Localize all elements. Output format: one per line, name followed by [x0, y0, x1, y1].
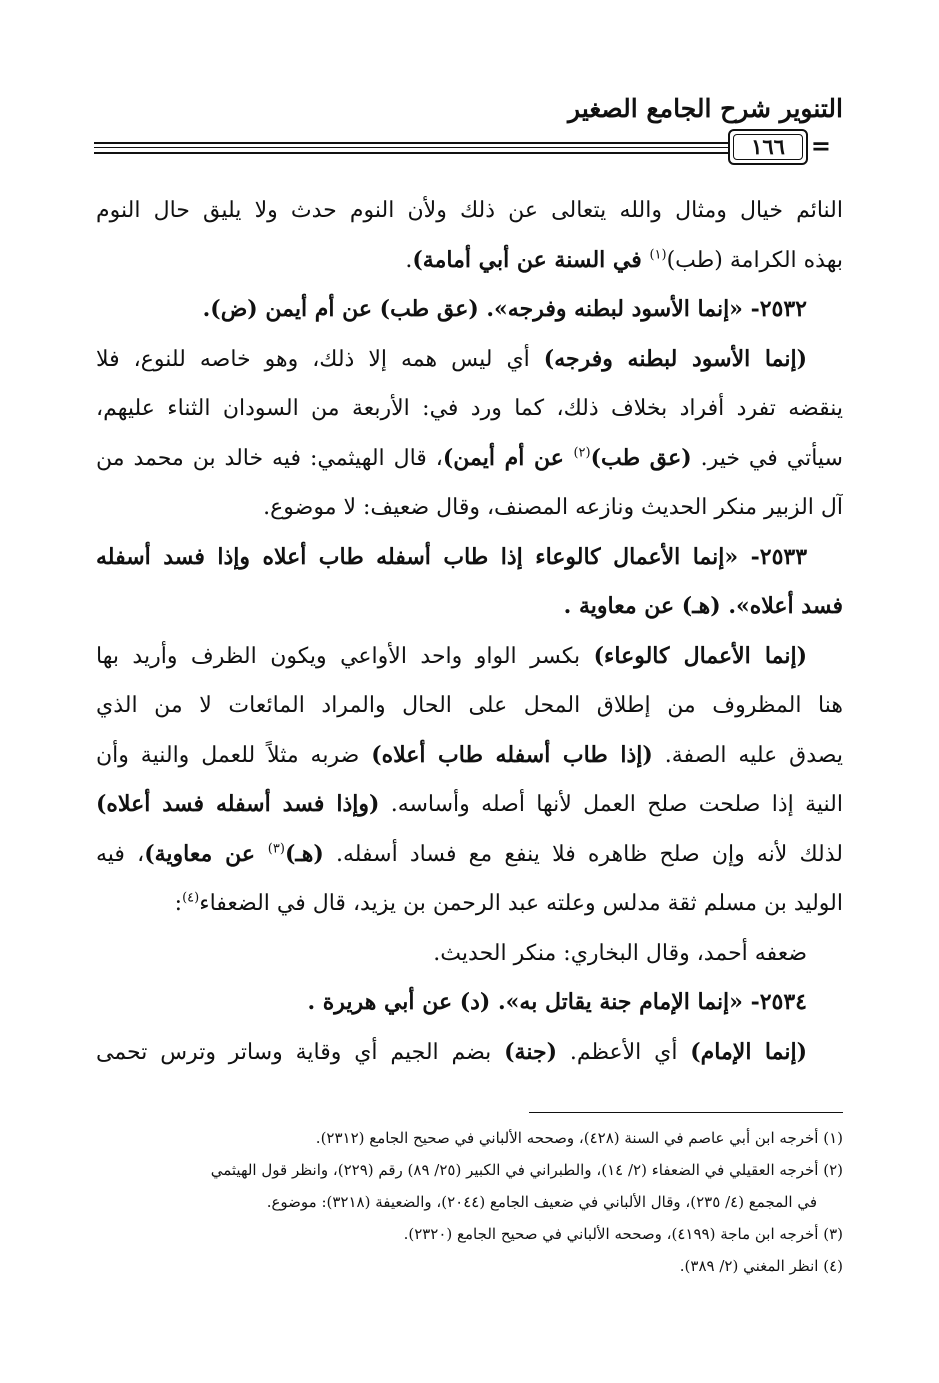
- header-rule: [94, 152, 739, 154]
- footnote-2: (٢) أخرجه العقيلي في الضعفاء (٢/ ١٤)، والطبراني في الكبير (٢٥/ ٨٩) رقم (٢٢٩)، وانظر قول الهيثمي: [210, 1161, 843, 1179]
- hadith-text: «إنما الأعمال كالوعاء إذا طاب أسفله طاب أعلاه وإذا فسد أسفله: [96, 543, 739, 570]
- page-number: ١٦٦: [728, 129, 808, 165]
- footnotes: [96, 1122, 843, 1282]
- footnote-ref: (٤): [182, 890, 200, 906]
- text-line: (إنما الأعمال كالوعاء) بكسر الواو واحد الأواعي ويكون الظرف وأريد بها: [96, 642, 807, 669]
- hadith-number: ٢٥٣٤-: [742, 989, 807, 1015]
- main-text: [96, 186, 843, 1077]
- text-line: فسد أعلاه». (هـ) عن معاوية .: [563, 593, 843, 619]
- text-line: ضعفه أحمد، وقال البخاري: منكر الحديث.: [433, 940, 807, 966]
- running-title: التنوير شرح الجامع الصغير: [568, 94, 843, 123]
- footnote-3: (٣) أخرجه ابن ماجة (٤١٩٩)، وصححه الألباني في صحيح الجامع (٢٣٢٠).: [403, 1225, 843, 1243]
- text-line: (إنما الأسود لبطنه وفرجه) أي ليس همه إلا ذلك، وهو خاصه للنوع، فلا: [96, 345, 807, 372]
- hadith-number: ٢٥٣٢-: [742, 296, 807, 322]
- hadith-number: ٢٥٣٣-: [738, 543, 808, 570]
- text-line: سيأتي في خير. (عق طب)$^{(٢)}$ عن أم أيمن)، قال الهيثمي: فيه خالد بن محمد من: [96, 444, 843, 471]
- footnote-rule: [529, 1112, 843, 1113]
- footnote-1: (١) أخرجه ابن أبي عاصم في السنة (٤٢٨)، وصححه الألباني في صحيح الجامع (٢٣١٢).: [315, 1129, 843, 1147]
- header-rule: [94, 142, 739, 144]
- header-dash: =: [810, 131, 831, 160]
- hadith-entry: [96, 533, 843, 583]
- footnote-2-continued: في المجمع (٤/ ٢٣٥)، وقال الألباني في ضعيف الجامع (٢٠٤٤)، والضعيفة (٣٢١٨): موضوع.: [266, 1193, 817, 1211]
- hadith-entry: [96, 285, 843, 335]
- header-rule: [94, 147, 739, 148]
- footnote-4: (٤) انظر المغني (٢/ ٣٨٩).: [679, 1257, 843, 1275]
- text-line: آل الزبير منكر الحديث ونازعه المصنف، وقال ضعيف: لا موضوع.: [263, 495, 843, 520]
- text-line: النائم خيال ومثال والله يتعالى عن ذلك ولأن النوم حدث ولا يليق حال النوم: [96, 198, 843, 223]
- hadith-entry: [96, 978, 843, 1028]
- text-line: ينقضه تفرد أفراد بخلاف ذلك، كما ورد في: الأربعة من السودان الثناء عليهم،: [96, 396, 843, 421]
- hadith-source: . (د) عن أبي هريرة .: [307, 989, 506, 1015]
- hadith-text: «إنما الأسود لبطنه وفرجه»: [494, 296, 743, 322]
- hadith-text: «إنما الإمام جنة يقاتل به»: [505, 989, 743, 1015]
- footnote-ref: (٣): [267, 841, 285, 857]
- text-line: بهذه الكرامة (طب)$^{(١)}$ في السنة عن أبي أمامة).: [405, 246, 843, 273]
- text-line: هنا المظروف من إطلاق المحل على الحال والمراد المائعات لا من الذي: [96, 693, 843, 718]
- text-line: لذلك لأنه وإن صلح ظاهره فلا ينفع مع فساد أسفله. (هـ)$^{(٣)}$ عن معاوية)، فيه: [96, 840, 843, 867]
- footnote-ref: (٢): [573, 445, 591, 461]
- text-line: النية إذا صلحت صلح العمل لأنها أصله وأساسه. (وإذا فسد أسفله فسد أعلاه): [96, 791, 843, 817]
- hadith-source: . (هـ) عن معاوية .: [563, 593, 736, 619]
- text-line: يصدق عليه الصفة. (إذا طاب أسفله طاب أعلاه) ضربه مثلاً للعمل والنية وأن: [96, 741, 843, 768]
- text-line: الوليد بن مسلم ثقة مدلس وعلته عبد الرحمن بن يزيد، قال في الضعفاء$^{(٤)}$:: [174, 890, 843, 916]
- footnote-ref: (١): [649, 247, 667, 263]
- text-line: (إنما الإمام) أي الأعظم. (جنة) بضم الجيم أي وقاية وساتر وترس تحمى: [96, 1038, 807, 1065]
- hadith-source: . (عق طب) عن أم أيمن (ض).: [202, 296, 495, 322]
